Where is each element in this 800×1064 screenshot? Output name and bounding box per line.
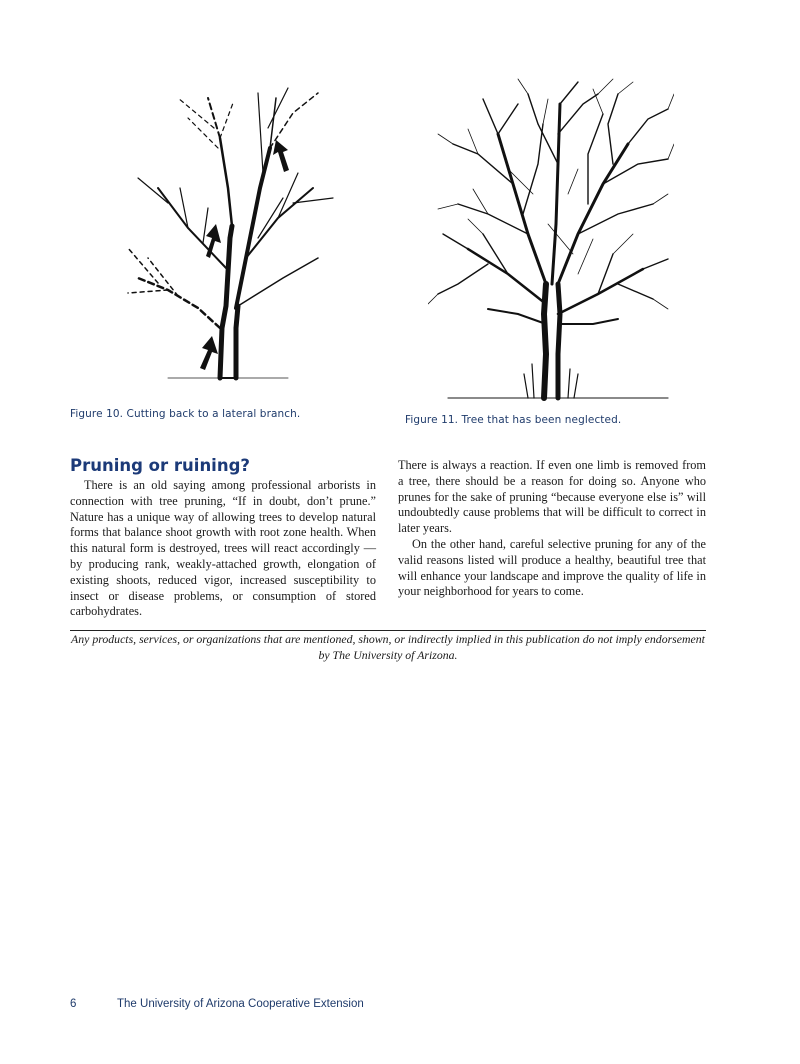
disclaimer: Any products, services, or organizations that are mentioned, shown, or indirectly implied in this publication do not imply endorsement by The University of Arizona.	[71, 632, 705, 662]
page-number: 6	[70, 998, 77, 1010]
paragraph: There is always a reaction. If even one limb is removed from a tree, there should be a reason for doing so. Anyone who prunes for the sake of pruning “because everyone else is” will undoubtedly cause problems that will be difficult to correct in later years.	[398, 458, 706, 536]
paragraph: On the other hand, careful selective pruning for any of the valid reasons listed will produce a healthy, beautiful tree that will enhance your landscape and improve the quality of life in your neighborhood for years to come.	[398, 536, 706, 599]
figure-11-caption: Figure 11. Tree that has been neglected.	[405, 414, 622, 426]
text-column-right	[398, 458, 706, 600]
figure-10-caption: Figure 10. Cutting back to a lateral branch.	[70, 408, 301, 420]
figure-10-illustration	[108, 78, 348, 390]
text-column-left	[70, 478, 376, 620]
paragraph: There is an old saying among professional arborists in connection with tree pruning, “If in doubt, don’t prune.” Nature has a unique way of allowing trees to develop natural forms that balance shoot growth with root zone health. When this natural form is destroyed, trees will react accordingly — by producing rank, weakly-attached growth, elongation of existing shoots, reduced vigor, increased susceptibility to insect or disease problems, or consumption of stored carbohydrates.	[70, 478, 376, 619]
figure-11-illustration	[428, 74, 674, 406]
section-heading: Pruning or ruining?	[70, 456, 250, 475]
footer-publisher: The University of Arizona Cooperative Extension	[117, 998, 364, 1010]
divider	[70, 630, 706, 631]
